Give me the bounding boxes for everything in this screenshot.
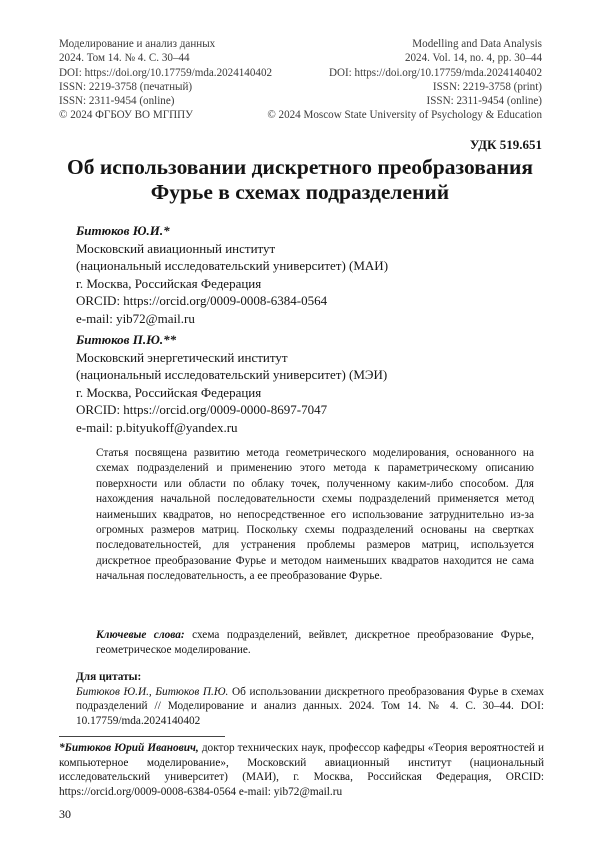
keywords-text: схема подразделений, вейвлет, дискретное преобразование Фурье, геометрическое моделирование. [96,629,535,657]
header-line: ISSN: 2311-9454 (online) [59,95,175,108]
citation-authors: Битюков Ю.И., Битюков П.Ю. [76,685,229,698]
author-footnote [59,741,544,799]
article-title [40,155,560,205]
title-line: Об использовании дискретного преобразования [66,155,534,179]
header-line: Modelling and Data Analysis [412,38,542,50]
author-city: г. Москва, Российская Федерация [76,275,262,291]
header-line: DOI: https://doi.org/10.17759/mda.2024140402 [59,66,273,79]
udk-code: УДК 519.651 [469,137,542,152]
header-line: 2024. Vol. 14, no. 4, pp. 30–44 [404,52,542,65]
footnote-author-name: *Битюков Юрий Иванович, [59,742,199,754]
footnote-text: доктор технических наук, профессор кафедры «Теория вероятностей и компьютерное моделирование», Московский авиационный институт (национальный исследовательский университет) (МАИ), г. Москва, Российская Федерация, ORCID: https://orcid.org/0009-0008-6384-0564 e-mail: yib72@mail.ru [59,742,545,798]
author-block [76,222,388,328]
title-line: Фурье в схемах подразделений [150,180,450,204]
citation-text [76,685,544,729]
header-line: DOI: https://doi.org/10.17759/mda.2024140402 [328,66,542,79]
author-block [76,331,387,437]
citation-label: Для цитаты: [76,671,142,683]
author-affiliation: Московский энергетический институт [76,349,288,365]
keywords-label: Ключевые слова: [96,629,185,641]
header-line: ISSN: 2311-9454 (online) [426,95,542,108]
author-orcid: ORCID: https://orcid.org/0009-0000-8697-7047 [76,402,328,418]
author-city: г. Москва, Российская Федерация [76,384,262,400]
citation-block [76,670,544,728]
header-line: © 2024 ФГБОУ ВО МГППУ [59,109,193,122]
abstract: Статья посвящена развитию метода геометрического моделирования, основанного на схемах подразделений и применению этого метода к параметрическому описанию поверхности или области по облаку точек, полученному каким-либо способом. Для нахождения начальной последовательности схемы подразделений применяется метод наименьших квадратов, но непосредственное его использование затруднительно из-за огромных размеров матриц. Поскольку схемы подразделений основаны на свертках последовательностей, для устранения проблемы размеров матриц, используется дискретное преобразование Фурье и методом наименьших квадратов находится не сама начальная последовательность, а ее преобразование Фурье. [96,447,534,583]
header-line: © 2024 Moscow State University of Psychology & Education [267,109,542,122]
header-line: ISSN: 2219-3758 (print) [432,80,542,93]
page-number: 30 [59,807,71,821]
keywords [96,628,534,659]
author-affiliation: (национальный исследовательский университет) (МАИ) [76,258,389,274]
author-name: Битюков Ю.И.* [76,223,170,238]
citation-body: Об использовании дискретного преобразования Фурье в схемах подразделений // Моделирование и анализ данных. 2024. Том 14. № 4. С. 30–44. DOI: 10.17759/mda.2024140402 [76,685,545,727]
header-line: ISSN: 2219-3758 (печатный) [59,80,193,93]
author-name: Битюков П.Ю.** [76,332,177,347]
journal-header-en [267,37,542,123]
author-affiliation: (национальный исследовательский университет) (МЭИ) [76,367,388,383]
footnote-divider [59,736,225,737]
header-line: Моделирование и анализ данных [59,38,216,50]
author-email: e-mail: yib72@mail.ru [76,310,195,326]
author-orcid: ORCID: https://orcid.org/0009-0008-6384-0564 [76,293,328,309]
author-affiliation: Московский авиационный институт [76,240,276,256]
journal-header-ru [59,37,272,123]
header-line: 2024. Том 14. № 4. С. 30–44 [59,52,190,65]
author-email: e-mail: p.bityukoff@yandex.ru [76,419,238,435]
